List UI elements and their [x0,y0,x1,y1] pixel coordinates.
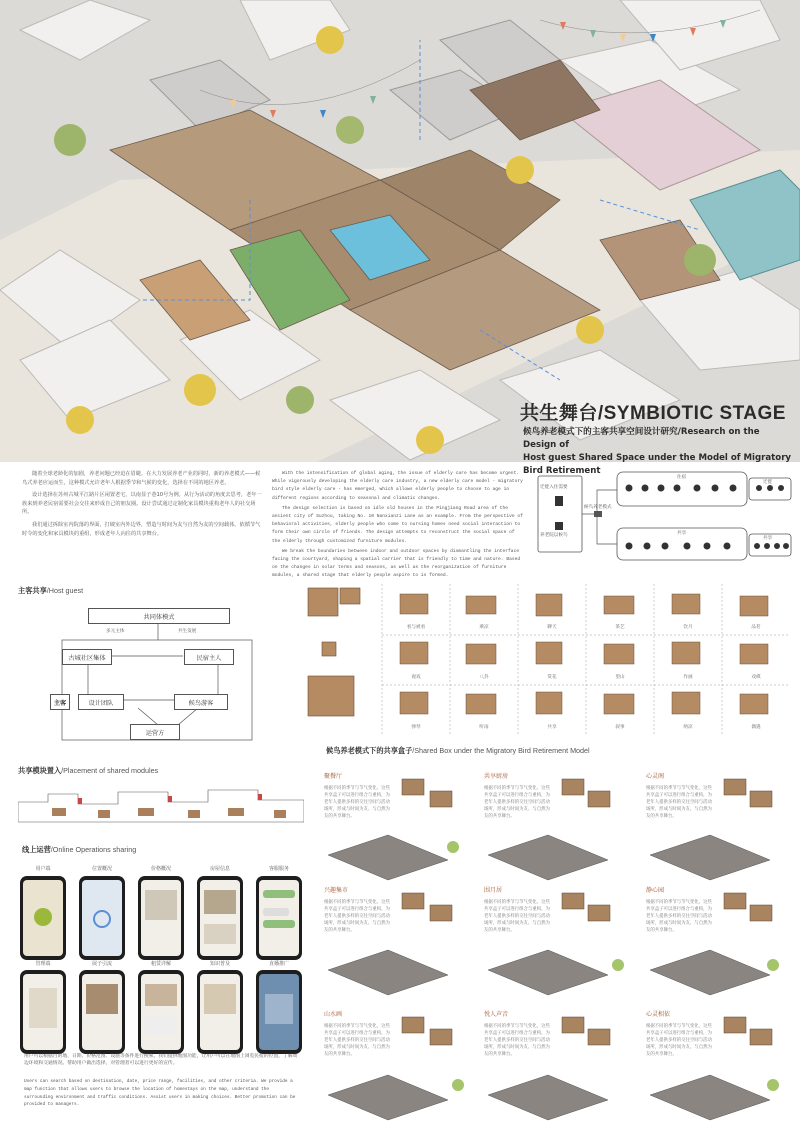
flow-right-bottom: 共享 [763,536,773,541]
intro-cn-p1: 随着全球老龄化的加剧，养老问题已经迫在眉睫。在大力发展养老产业的同时，新的养老模式——候鸟式养老应运而生，这种模式允许老年人根据季节和气候的变化，选择在不同的地区养老。 [22,471,261,486]
grid-label-4: 茶艺 [615,625,625,630]
card-text-4: 根据不同的季节与节气变化，这些共享盒子可以进行组合与重构，为老年人提供多样的交往空间与活动场所，形成与时间为友、与自然为友的共享舞台。 [324,900,390,933]
intro-chinese [22,470,262,538]
grid-label-15: 共享 [547,725,557,730]
card-text-8: 根据不同的季节与节气变化，这些共享盒子可以进行组合与重构，为老年人提供多样的交往空间与活动场所，形成与时间为友、与自然为友的共享舞台。 [484,1024,550,1057]
modules-heading [18,766,158,776]
card-text-7: 根据不同的季节与节气变化，这些共享盒子可以进行组合与重构，为老年人提供多样的交往空间与活动场所，形成与时间为友、与自然为友的共享舞台。 [324,1024,390,1057]
community-box: 古城社区集体 [62,649,112,665]
activity-grid [300,580,790,740]
card-text-6: 根据不同的季节与节气变化，这些共享盒子可以进行组合与重构，为老年人提供多样的交往空间与活动场所，形成与时间为友、与自然为友的共享舞台。 [646,900,712,933]
card-text-1: 根据不同的季节与节气变化，这些共享盒子可以进行组合与重构，为老年人提供多样的交往空间与活动场所，形成与时间为友、与自然为友的共享舞台。 [324,786,390,819]
card-title-8: 悦人声音 [484,1011,509,1018]
phone-label-2: 位置概况 [91,866,112,872]
phone-label-9: 知识普及 [209,961,230,967]
flow-top-label: 住宿 [677,475,687,480]
phone-5 [256,876,302,960]
online-text-en: Users can search based on destination, date, price range, facilities, and other criteria. We provide a map function that allows users to browse the location of homestays on the map, understand the surrounding environment and traffic conditions. Assist users in making choices. Better promotion can be provided to managers. [24,1079,296,1108]
grid-label-2: 乘凉 [479,625,489,630]
operator-box: 运营方 [130,724,180,740]
intro-en-p3: We break the boundaries between indoor and outdoor spaces by dismantling the interface facing the courtyard, shaping a spatial carrier that is friendly to time and nature. Based on the changes in solar terms and seasons, as well as the reorganization of furniture modules, a shared stage that elderly people aspire to is formed. [272,548,521,579]
card-title-7: 山水画 [324,1011,343,1018]
host-box: 民宿主人 [184,649,234,665]
shared-box-heading-en: /Shared Box under the Migratory Bird Retirement Model [412,746,590,755]
intro-cn-p2: 设计选择在苏州古城平江路片区闲置老宅，以南显子巷10号为例。从行为活动的角度去思考，老年一族来到养老民宿需要社会交往来形成自己的朋友圈。设计尝试通过定制化家具模块重构老年人的社交场所。 [22,492,262,516]
card-text-5: 根据不同的季节与节气变化，这些共享盒子可以进行组合与重构，为老年人提供多样的交往空间与活动场所，形成与时间为友、与自然为友的共享舞台。 [484,900,550,933]
grid-label-8: 八卦 [479,675,489,680]
page-title: 共生舞台/SYMBIOTIC STAGE [519,403,786,424]
host-guest-heading-en: /Host guest [46,586,84,595]
phone-label-8: 租赁详解 [150,961,171,967]
online-text-cn: 用户可以根据目的地、日期、价格范围、设施等条件进行搜索。我们提供地图功能，让用户可以在地图上浏览民宿的位置，了解周边环境和交通情况。帮助用户做出选择，对管理者可以进行更好的宣传。 [24,1054,298,1067]
grid-label-18: 偶遇 [751,725,761,730]
phone-2 [79,876,125,960]
phone-4 [197,876,243,960]
grid-label-1: 看与被看 [406,625,426,630]
grid-label-11: 作画 [683,675,693,680]
community-model-box: 共同体模式 [88,608,230,624]
migratory-flow-diagram [537,470,793,562]
flow-left-top: 迁徙入住需要 [540,485,568,490]
intro-en-p2: The design selection is based on idle old houses in the Pingjiang Road area of the ancient city of Suzhou, taking No. 10 Nanxianzi Lane as an example. From the perspective of behavioral activities, elderly people who come to nursing homes need social interaction to form their own circle of friends. The design attempts to reconstruct the social space of the elderly through customized furniture modules. [272,505,523,544]
card-title-5: 围月居 [484,887,503,894]
online-heading-cn: 线上运营 [22,845,51,854]
modules-heading-cn: 共享模块置入 [18,766,62,775]
grid-label-5: 饮月 [683,625,693,630]
grid-label-10: 望山 [615,675,625,680]
card-title-2: 共享厨房 [484,773,509,780]
subtitle-line-1: 候鸟养老模式下的主客共享空间设计研究/Research on the Design of [523,427,760,450]
host-guest-heading [18,586,83,596]
online-heading-en: /Online Operations sharing [50,845,137,854]
hero-axonometric-image [0,0,800,462]
intro-english [272,470,524,581]
intro-en-p1: With the intensification of global aging, the issue of elderly care has become urgent. While vigorously developing the elderly care industry, a new elderly care model - migratory bird style elderly care - has emerged, which allows elderly people to choose to age in different regions according to seasonal and climatic changes. [272,471,523,501]
grid-label-7: 观戏 [411,675,421,680]
grid-label-13: 弹琴 [411,725,421,730]
grid-label-12: 戏棋 [751,675,761,680]
grid-label-6: 品茗 [751,625,761,630]
phone-label-5: 客服服务 [268,866,289,872]
grid-label-14: 听雨 [479,725,489,730]
phone-6 [20,970,66,1054]
card-title-1: 聚餐厅 [324,773,343,780]
card-text-2: 根据不同的季节与节气变化，这些共享盒子可以进行组合与重构，为老年人提供多样的交往空间与活动场所，形成与时间为友、与自然为友的共享舞台。 [484,786,550,819]
phone-label-1: 用户端 [35,866,51,872]
grid-label-16: 叙事 [615,725,625,730]
phone-8 [138,970,184,1054]
hg-text-2: 共生发展 [178,629,197,634]
online-heading [22,845,136,855]
shared-box-heading-cn: 候鸟养老模式下的共享盒子 [326,746,413,755]
flow-center: 候鸟养老模式 [584,505,612,510]
phone-3 [138,876,184,960]
module-section-drawing [18,782,304,828]
card-text-3: 根据不同的季节与节气变化，这些共享盒子可以进行组合与重构，为老年人提供多样的交往空间与活动场所，形成与时间为友、与自然为友的共享舞台。 [646,786,712,819]
flow-right-top: 迁徙 [763,480,773,485]
grid-label-9: 赏花 [547,675,557,680]
card-title-6: 静心园 [646,887,665,894]
phone-10 [256,970,302,1054]
phone-7 [79,970,125,1054]
card-text-9: 根据不同的季节与节气变化，这些共享盒子可以进行组合与重构，为老年人提供多样的交往空间与活动场所，形成与时间为友、与自然为友的共享舞台。 [646,1024,712,1057]
card-title-4: 兴趣集市 [324,887,349,894]
design-team-box: 设计团队 [78,694,124,710]
phone-9 [197,970,243,1054]
flow-left-bottom: 养老院以候鸟 [540,533,568,538]
modules-heading-en: /Placement of shared modules [61,766,159,775]
host-guest-diagram [18,600,298,750]
grid-label-17: 纳凉 [683,725,693,730]
subtitle-line-2: Host guest Shared Space under the Model of Migratory Bird Retirement [523,453,792,476]
card-title-3: 心灵阁 [646,773,665,780]
guest-box: 候鸟游客 [174,694,228,710]
card-title-9: 心灵相依 [646,1011,671,1018]
phone-1 [20,876,66,960]
host-guest-side-label: 主客 [50,694,70,710]
phone-label-10: 直播推广 [268,961,289,967]
host-guest-heading-cn: 主客共享 [18,586,47,595]
intro-cn-p3: 我们通过拆除室内院落的界面，打破室内外边界，塑造与时间为友与自然为友的空间载体。依循节气时令的变化和家具模块的重组，形成老年人向往的共享舞台。 [22,521,261,537]
shared-box-heading [326,746,590,756]
grid-label-3: 聊天 [547,625,557,630]
phone-label-4: 房屋信息 [209,866,230,872]
phone-label-6: 管理端 [35,961,51,967]
shared-box-cards [318,765,798,1125]
phone-label-7: 展子引流 [91,961,112,967]
phone-label-3: 价格概况 [150,866,171,872]
hg-text-1: 多元主体 [106,629,125,634]
flow-bottom-label: 共享 [677,531,687,536]
